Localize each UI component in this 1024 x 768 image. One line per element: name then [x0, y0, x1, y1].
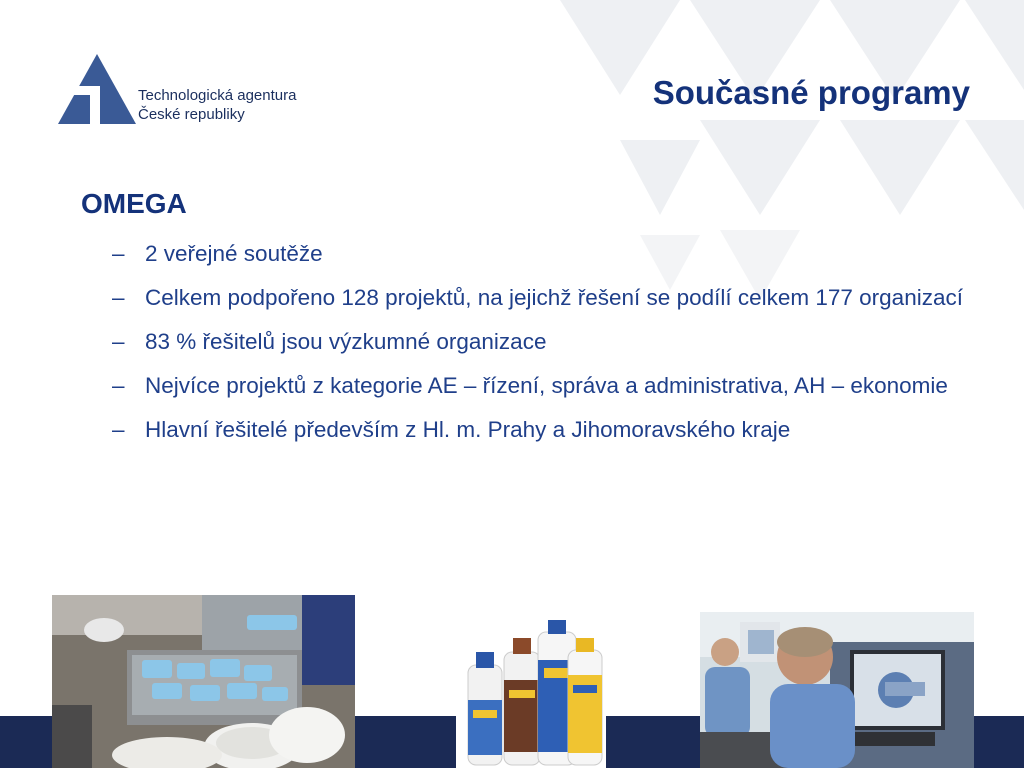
bullet-item	[112, 370, 992, 402]
bullet-text: 2 veřejné soutěže	[145, 241, 323, 266]
bullet-dash: –	[112, 285, 125, 310]
logo-text	[138, 86, 296, 124]
bullet-item	[112, 282, 992, 314]
bullet-item	[112, 326, 992, 358]
logo-line-2: České republiky	[138, 106, 245, 123]
food-packing-photo	[52, 595, 355, 768]
logo-line-1: Technologická agentura	[138, 87, 297, 104]
bullet-item	[112, 238, 992, 270]
bullet-dash: –	[112, 241, 125, 266]
bullet-dash: –	[112, 373, 125, 398]
nutrition-bottles-photo	[456, 620, 606, 768]
bullet-dash: –	[112, 329, 125, 354]
bullet-item	[112, 414, 992, 446]
bullet-text: Nejvíce projektů z kategorie AE – řízení, správa a administrativa, AH – ekonomie	[145, 373, 948, 398]
bullet-text: Celkem podpořeno 128 projektů, na jejichž řešení se podílí celkem 177 organizací	[145, 285, 963, 310]
engineer-computer-photo	[700, 612, 974, 768]
slide-title: Současné programy	[652, 74, 970, 111]
bullet-dash: –	[112, 417, 125, 442]
bullet-list	[112, 238, 992, 458]
bullet-text: Hlavní řešitelé především z Hl. m. Prahy a Jihomoravského kraje	[145, 417, 791, 442]
bullet-text: 83 % řešitelů jsou výzkumné organizace	[145, 329, 547, 354]
section-heading: OMEGA	[81, 188, 187, 219]
